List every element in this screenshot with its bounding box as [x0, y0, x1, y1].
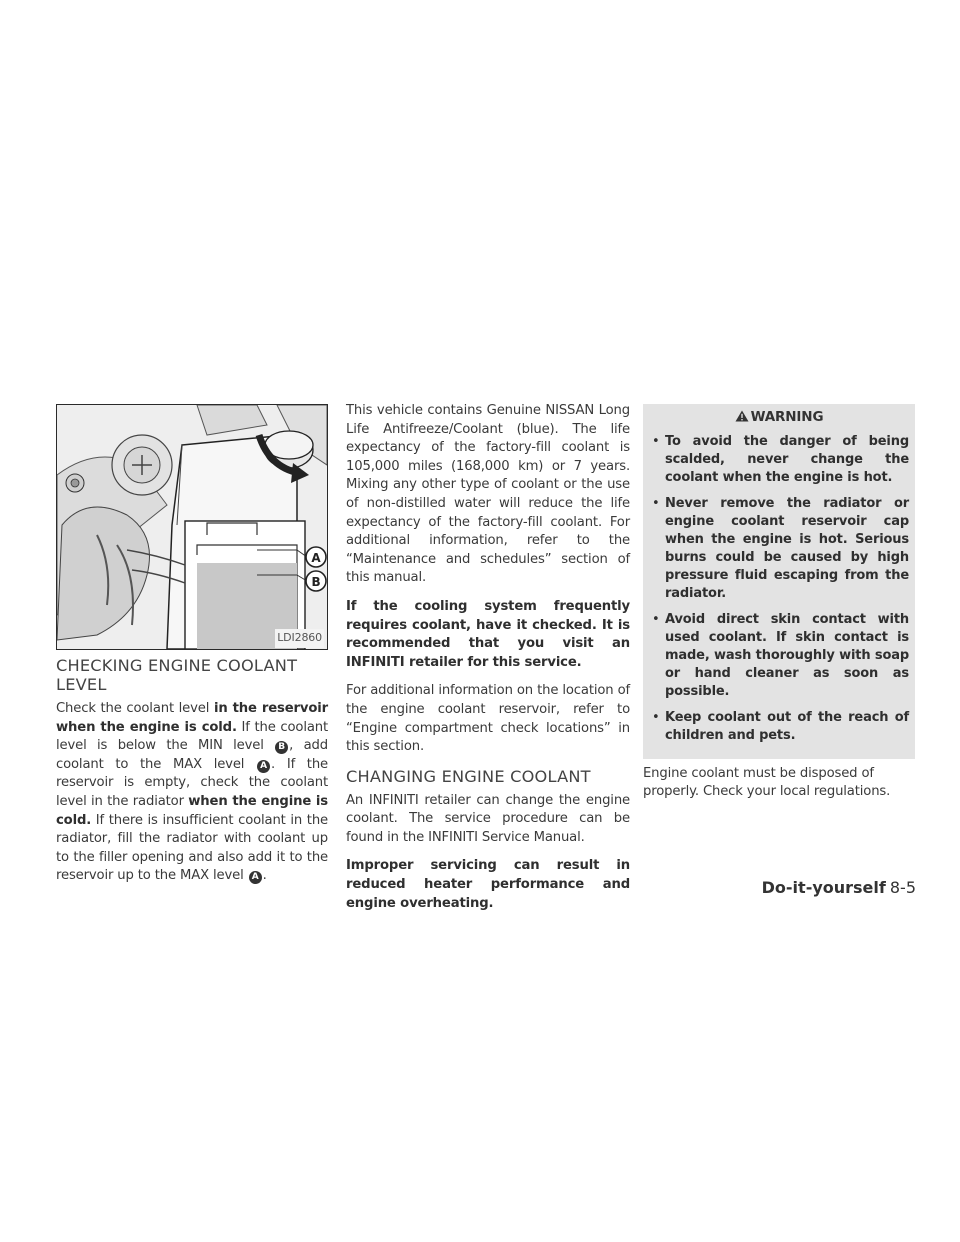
marker-a-icon: A [257, 760, 270, 773]
warning-title: WARNING [649, 406, 909, 433]
figure-label-a: A [311, 551, 321, 565]
improper-servicing-paragraph: Improper servicing can result in reduced heater performance and engine overheating. [346, 858, 630, 911]
figure-code: LDI2860 [275, 629, 324, 648]
column-middle [346, 402, 630, 923]
figure-label-b: B [311, 575, 321, 589]
marker-a-icon: A [249, 871, 262, 884]
page-footer [762, 878, 916, 897]
section-heading-changing: CHANGING ENGINE COOLANT [346, 766, 591, 786]
reservoir-location-paragraph: For additional information on the location of the engine coolant reservoir, refer to “Engine compartment check locations” in this section. [346, 683, 630, 755]
footer-section-title: Do-it-yourself [761, 878, 886, 897]
coolant-reservoir-figure [56, 404, 328, 650]
checking-paragraph: Check the coolant level in the reservoir when the engine is cold. If the coolant level is below the MIN level B , add coolant to the MAX level A . If the reservoir is empty, check the coolant level in the radiator when the engine is cold. If there is insufficient coolant in the radiator, fill the radiator with coolant up to the filler opening and also add it to the reservoir up to the MAX level A . [56, 701, 328, 884]
page-number: 8-5 [889, 878, 916, 897]
warning-item: • Avoid direct skin contact with used coolant. If skin contact is made, wash thoroughly with soap or hand cleaner as soon as possible. [649, 611, 909, 701]
warning-item: • To avoid the danger of being scalded, never change the coolant when the engine is hot. [649, 433, 909, 487]
warning-list [649, 433, 909, 745]
column-left [56, 404, 328, 896]
coolant-info-paragraph: This vehicle contains Genuine NISSAN Long Life Antifreeze/Coolant (blue). The life expectancy of the factory-fill coolant is 105,000 miles (168,000 km) or 7 years. Mixing any other type of coolant or the use of non-distilled water will reduce the life expectancy of the factory-fill coolant. For additional information, refer to the “Maintenance and schedules” section of this manual. [346, 403, 630, 586]
frequent-coolant-paragraph: If the cooling system frequently requires coolant, have it checked. It is recommended that you visit an INFINITI retailer for this service. [346, 598, 630, 670]
disposal-paragraph: Engine coolant must be disposed of properly. Check your local regulations. [643, 765, 891, 800]
marker-b-icon: B [275, 741, 288, 754]
engine-bay-illustration [57, 405, 327, 649]
warning-triangle-icon [735, 410, 749, 422]
retailer-change-paragraph: An INFINITI retailer can change the engine coolant. The service procedure can be found in the INFINITI Service Manual. [346, 792, 630, 845]
section-heading-checking: CHECKING ENGINE COOLANT LEVEL [56, 656, 298, 694]
warning-item: • Keep coolant out of the reach of children and pets. [649, 709, 909, 745]
warning-item: • Never remove the radiator or engine coolant reservoir cap when the engine is hot. Serious burns could be caused by high pressure fluid escaping from the radiator. [649, 495, 909, 603]
column-right [643, 404, 915, 812]
warning-box [643, 404, 915, 759]
